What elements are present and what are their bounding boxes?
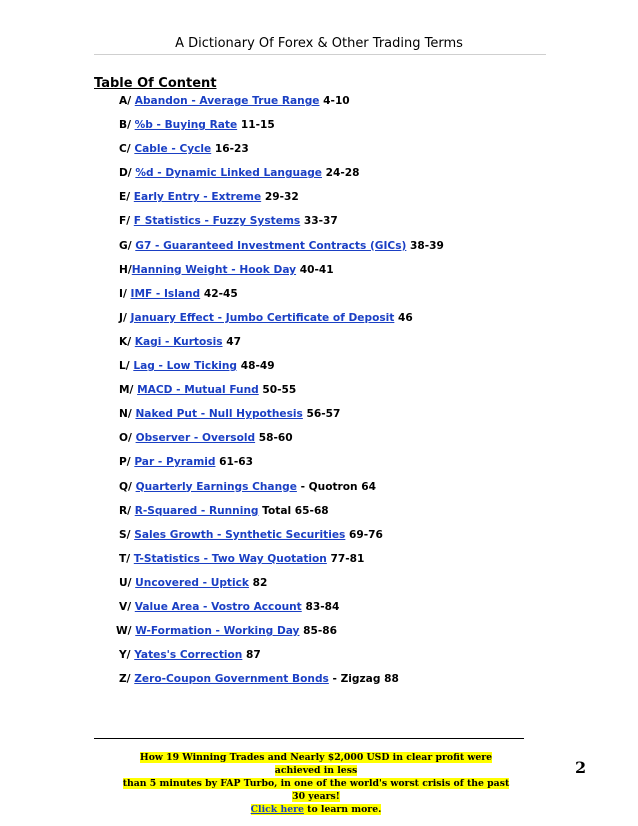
toc-entry-letter: I/ [119, 287, 131, 300]
toc-entry-pages: 82 [248, 576, 268, 589]
toc-entry [119, 239, 444, 263]
toc-entry [119, 528, 444, 552]
toc-entry-pages: 47 [222, 335, 241, 348]
toc-entry-letter: D/ [119, 167, 136, 180]
toc-entry-link[interactable]: F Statistics - Fuzzy Systems [133, 215, 301, 228]
toc-entry [119, 504, 444, 528]
toc-entry-link[interactable]: W-Formation - Working Day [135, 625, 300, 638]
toc-entry-link[interactable]: Sales Growth - Synthetic Securities [134, 528, 346, 541]
toc-entry-link[interactable]: Value Area - Vostro Account [134, 600, 302, 613]
toc-entry-link[interactable]: Quarterly Earnings Change [135, 480, 297, 493]
toc-entry-letter: Z/ [119, 673, 135, 686]
toc-entry-pages: Total 65-68 [258, 504, 329, 517]
toc-entry [119, 214, 444, 238]
toc-entry-link[interactable]: %d - Dynamic Linked Language [135, 167, 322, 180]
page-number: 2 [575, 758, 587, 777]
toc-entry-letter: Y/ [119, 649, 135, 662]
toc-entry [119, 263, 444, 287]
toc-entry-letter: J/ [119, 311, 131, 324]
toc-entry-pages: 4-10 [319, 95, 350, 107]
toc-entry [119, 287, 444, 311]
toc-entry [119, 407, 444, 431]
toc-entry-pages: 46 [394, 311, 413, 324]
toc-entry-link[interactable]: Kagi - Kurtosis [134, 335, 223, 348]
promo-banner [116, 751, 516, 816]
toc-entry-pages: 56-57 [302, 408, 341, 421]
promo-line-1: How 19 Winning Trades and Nearly $2,000 USD in clear profit were achieved in less [139, 752, 493, 776]
toc-entry [119, 672, 444, 696]
toc-entry [119, 142, 444, 166]
toc-entry-pages: 83-84 [301, 600, 340, 613]
toc-entry-letter: E/ [119, 191, 134, 204]
toc-entry-letter: N/ [119, 408, 136, 421]
toc-entry-letter: G/ [119, 239, 136, 252]
toc-entry-letter: R/ [119, 504, 135, 517]
toc-entry-pages: - Zigzag 88 [328, 673, 399, 686]
toc-entry-link[interactable]: IMF - Island [130, 287, 201, 300]
toc-entry [119, 94, 444, 118]
toc-entry-pages: 50-55 [258, 384, 297, 397]
toc-entry-link[interactable]: Zero-Coupon Government Bonds [134, 673, 329, 686]
toc-entry-letter: B/ [119, 119, 135, 132]
header-divider [94, 54, 546, 55]
toc-list [116, 94, 444, 696]
promo-cta [251, 804, 382, 815]
toc-entry-pages: 87 [242, 649, 261, 662]
toc-entry-link[interactable]: Lag - Low Ticking [133, 360, 238, 373]
toc-entry-pages: 77-81 [326, 552, 365, 565]
toc-entry [119, 431, 444, 455]
toc-entry-link[interactable]: January Effect - Jumbo Certificate of Deposit [130, 311, 395, 324]
toc-entry [119, 648, 444, 672]
toc-entry-letter: F/ [119, 215, 134, 228]
toc-entry-letter: V/ [119, 600, 135, 613]
toc-entry-letter: Q/ [119, 480, 136, 493]
toc-entry-link[interactable]: Hanning Weight - Hook Day [131, 263, 297, 276]
toc-entry-pages: 38-39 [406, 239, 444, 252]
toc-entry-link[interactable]: Uncovered - Uptick [135, 576, 249, 589]
toc-entry-pages: 11-15 [237, 119, 275, 132]
toc-entry-pages: 58-60 [255, 432, 293, 445]
toc-entry-letter: M/ [119, 384, 138, 397]
toc-entry-pages: 61-63 [215, 456, 254, 469]
toc-entry [119, 359, 444, 383]
toc-entry-letter: K/ [119, 335, 135, 348]
toc-entry [119, 455, 444, 479]
toc-entry [119, 190, 444, 214]
toc-entry [119, 311, 444, 335]
toc-entry-pages: 16-23 [211, 143, 249, 156]
toc-entry-link[interactable]: R-Squared - Running [134, 504, 259, 517]
toc-entry-pages: 69-76 [345, 528, 383, 541]
toc-entry-letter: T/ [119, 552, 134, 565]
toc-entry [119, 552, 444, 576]
toc-entry-pages: 29-32 [261, 191, 299, 204]
toc-entry [119, 335, 444, 359]
toc-entry [119, 166, 444, 190]
toc-entry [119, 383, 444, 407]
toc-entry-letter: C/ [119, 143, 135, 156]
toc-entry-link[interactable]: Cable - Cycle [134, 143, 212, 156]
promo-click-here-link[interactable]: Click here [250, 804, 304, 815]
toc-entry-pages: 85-86 [299, 625, 338, 638]
footer-divider [94, 738, 524, 739]
toc-entry-link[interactable]: G7 - Guaranteed Investment Contracts (GICs) [135, 239, 407, 252]
toc-entry [119, 576, 444, 600]
toc-entry [119, 480, 444, 504]
toc-entry-letter: P/ [119, 456, 135, 469]
toc-entry-link[interactable]: T-Statistics - Two Way Quotation [133, 552, 327, 565]
toc-entry-link[interactable]: Yates's Correction [134, 649, 243, 662]
toc-entry-link[interactable]: MACD - Mutual Fund [137, 384, 259, 397]
toc-entry-pages: 42-45 [200, 287, 238, 300]
toc-entry-letter: U/ [119, 576, 136, 589]
toc-entry [116, 624, 444, 648]
toc-entry-pages: - Quotron 64 [296, 480, 377, 493]
toc-entry-link[interactable]: Naked Put - Null Hypothesis [135, 408, 303, 421]
promo-cta-suffix: to learn more. [303, 804, 382, 815]
toc-entry-letter: S/ [119, 528, 135, 541]
toc-entry-letter: A/ [119, 95, 135, 107]
toc-entry-pages: 33-37 [300, 215, 338, 228]
promo-line-2: than 5 minutes by FAP Turbo, in one of the world's worst crisis of the past 30 years! [122, 778, 510, 802]
toc-entry-pages: 24-28 [321, 167, 360, 180]
toc-entry-link[interactable]: Abandon - Average True Range [134, 95, 320, 107]
toc-heading: Table Of Content [94, 76, 217, 91]
toc-entry [119, 600, 444, 624]
toc-entry-link[interactable]: Observer - Oversold [135, 432, 256, 445]
toc-entry [119, 118, 444, 142]
toc-entry-pages: 48-49 [237, 360, 275, 373]
document-header-title: A Dictionary Of Forex & Other Trading Terms [175, 36, 463, 51]
toc-entry-letter: O/ [119, 432, 136, 445]
toc-entry-link[interactable]: Early Entry - Extreme [133, 191, 262, 204]
toc-entry-link[interactable]: %b - Buying Rate [134, 119, 238, 132]
toc-entry-link[interactable]: Par - Pyramid [134, 456, 216, 469]
toc-entry-letter: L/ [119, 360, 134, 373]
toc-entry-letter: H/ [119, 263, 132, 276]
toc-entry-pages: 40-41 [296, 263, 334, 276]
toc-entry-letter: W/ [116, 625, 136, 638]
